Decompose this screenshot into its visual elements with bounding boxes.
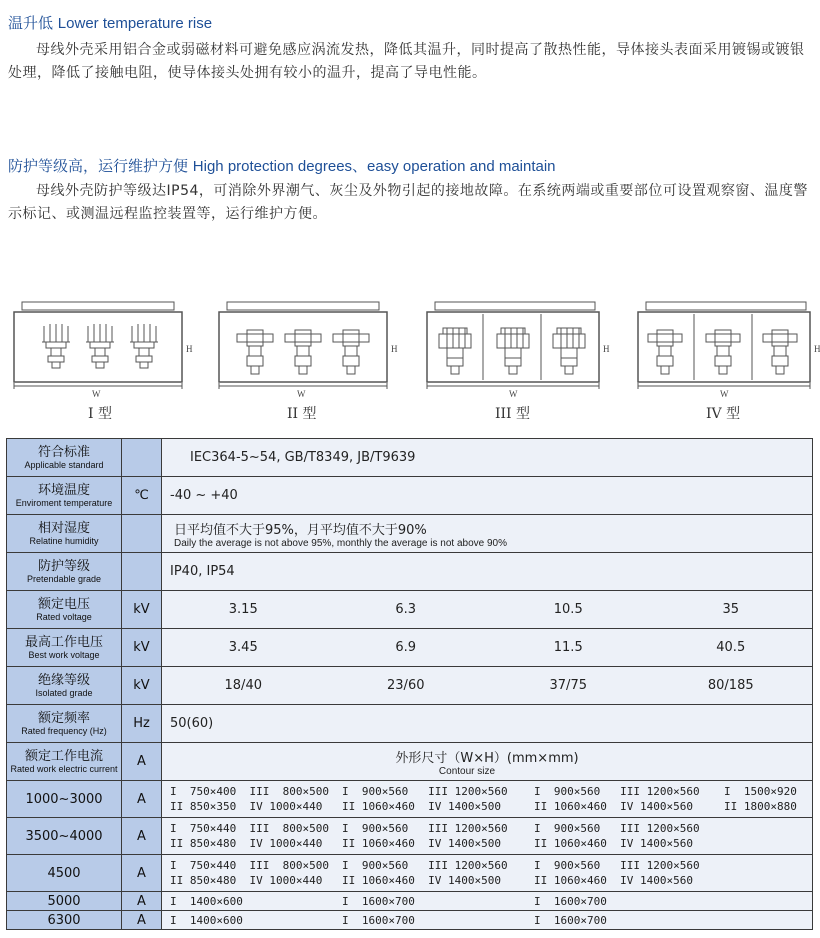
- height-label: H: [391, 344, 398, 354]
- height-label: H: [814, 344, 820, 354]
- section-title-en: High protection degrees、easy operation and maintain: [192, 158, 556, 175]
- table-row: [7, 911, 813, 930]
- value-cell: 3.15 6.3 10.5 35: [162, 591, 813, 629]
- section-title-zh: 防护等级高，运行维护方便: [8, 157, 189, 175]
- table-row-current-header: [7, 743, 813, 781]
- type-ii-label: II 型: [287, 406, 317, 422]
- unit-cell: A: [122, 818, 162, 855]
- height-label: H: [603, 344, 610, 354]
- contour-cells: I 1400×600 I 1600×700 I 1600×700: [162, 911, 813, 930]
- type-iv-label: IV 型: [706, 406, 741, 422]
- section-title-temperature: [8, 12, 212, 33]
- table-row-insulation: [7, 667, 813, 705]
- row-label: 绝缘等级 Isolated grade: [7, 667, 122, 705]
- value-cell: 50(60): [162, 705, 813, 743]
- section-title-protection: [8, 155, 556, 176]
- row-label: 符合标准 Applicable standard: [7, 439, 122, 477]
- unit-cell: kV: [122, 629, 162, 667]
- value-cell: IEC364-5~54, GB/T8349, JB/T9639: [162, 439, 813, 477]
- row-label: 最高工作电压 Best work voltage: [7, 629, 122, 667]
- unit-cell: [122, 553, 162, 591]
- row-label: 额定工作电流 Rated work electric current: [7, 743, 122, 781]
- busbar-type-diagrams: [0, 300, 820, 430]
- type-i-label: I 型: [88, 406, 112, 422]
- specification-table: [6, 438, 813, 930]
- width-label: W: [509, 389, 518, 399]
- contour-cells: I 750×440 III 800×500 I 900×560 III 1200×560 I 900×560 III 1200×560 II 850×480 IV 1000×440 II 1060×460 IV 1400×500 II 1060×460 IV 1400×560: [162, 855, 813, 892]
- row-label: 4500: [7, 855, 122, 892]
- unit-cell: A: [122, 892, 162, 911]
- value-cell: IP40, IP54: [162, 553, 813, 591]
- table-row: [7, 781, 813, 818]
- contour-header-cell: 外形尺寸（W×H）(mm×mm) Contour size: [162, 743, 813, 781]
- row-label: 额定频率 Rated frequency (Hz): [7, 705, 122, 743]
- table-row-env-temp: [7, 477, 813, 515]
- row-label: 6300: [7, 911, 122, 930]
- unit-cell: [122, 439, 162, 477]
- type-iv-diagram: [636, 300, 820, 400]
- table-row-rated-voltage: [7, 591, 813, 629]
- width-label: W: [297, 389, 306, 399]
- value-cell: 日平均值不大于95%，月平均值不大于90% Daily the average is not above 95%, monthly the average is not above 90%: [162, 515, 813, 553]
- row-label: 相对湿度 Relatine humidity: [7, 515, 122, 553]
- section-body-protection: 母线外壳防护等级达IP54，可消除外界潮气、灰尘及外物引起的接地故障。在系统两端或重要部位可设置观察窗、温度警示标记、或测温远程监控装置等，运行维护方便。: [8, 183, 808, 222]
- type-i-diagram: [10, 300, 193, 400]
- height-label: H: [186, 344, 193, 354]
- contour-cells: I 750×440 III 800×500 I 900×560 III 1200×560 I 900×560 III 1200×560 II 850×480 IV 1000×440 II 1060×460 IV 1400×500 II 1060×460 IV 1400×560: [162, 818, 813, 855]
- type-iii-diagram: [425, 300, 610, 400]
- value-cell: 3.45 6.9 11.5 40.5: [162, 629, 813, 667]
- unit-cell: kV: [122, 667, 162, 705]
- table-row-humidity: [7, 515, 813, 553]
- unit-cell: [122, 515, 162, 553]
- section-title-zh: 温升低: [8, 14, 54, 32]
- section-title-en: Lower temperature rise: [57, 15, 213, 32]
- unit-cell: kV: [122, 591, 162, 629]
- unit-cell: A: [122, 743, 162, 781]
- unit-cell: A: [122, 781, 162, 818]
- contour-cells: I 1400×600 I 1600×700 I 1600×700: [162, 892, 813, 911]
- table-row-frequency: [7, 705, 813, 743]
- unit-cell: ℃: [122, 477, 162, 515]
- table-row: [7, 855, 813, 892]
- unit-cell: A: [122, 855, 162, 892]
- row-label: 环境温度 Enviroment temperature: [7, 477, 122, 515]
- row-label: 5000: [7, 892, 122, 911]
- row-label: 1000~3000: [7, 781, 122, 818]
- value-cell: 18/40 23/60 37/75 80/185: [162, 667, 813, 705]
- table-row: [7, 892, 813, 911]
- type-ii-diagram: [215, 300, 398, 400]
- unit-cell: Hz: [122, 705, 162, 743]
- unit-cell: A: [122, 911, 162, 930]
- row-label: 3500~4000: [7, 818, 122, 855]
- contour-cells: I 750×400 III 800×500 I 900×560 III 1200×560 I 900×560 III 1200×560 I 1500×920 II 850×350 IV 1000×440 II 1060×460 IV 1400×500 II 1060×460 IV 1400×560 II 1800×880: [162, 781, 813, 818]
- table-row-standard: [7, 439, 813, 477]
- row-label: 额定电压 Rated voltage: [7, 591, 122, 629]
- section-body-temperature: 母线外壳采用铝合金或弱磁材料可避免感应涡流发热，降低其温升，同时提高了散热性能，导体接头表面采用镀锡或镀银处理，降低了接触电阻，使导体接头处拥有较小的温升，提高了导电性能。: [8, 42, 805, 81]
- table-row-protection: [7, 553, 813, 591]
- table-row-max-voltage: [7, 629, 813, 667]
- row-label: 防护等级 Pretendable grade: [7, 553, 122, 591]
- table-row: [7, 818, 813, 855]
- width-label: W: [92, 389, 101, 399]
- value-cell: -40 ~ +40: [162, 477, 813, 515]
- type-iii-label: III 型: [495, 406, 531, 422]
- width-label: W: [720, 389, 729, 399]
